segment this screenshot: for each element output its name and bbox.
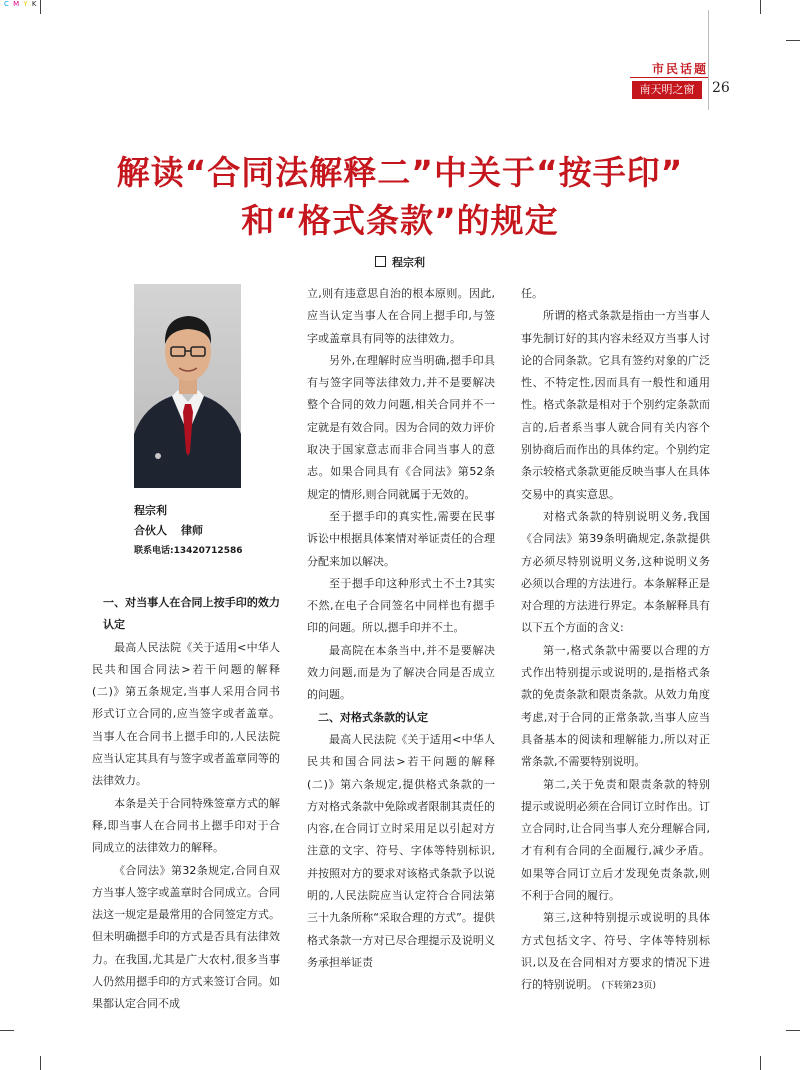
section-rule <box>630 77 708 78</box>
cmyk-marks <box>4 0 38 8</box>
section-heading: 一、对当事人在合同上按手印的效力认定 <box>103 596 280 632</box>
section-label: 市民话题 <box>651 62 708 76</box>
crop-mark <box>40 0 41 14</box>
byline-box-icon <box>375 256 386 267</box>
paragraph: 《合同法》第32条规定,合同自双方当事人签字或盖章时合同成立。合同法这一规定是最常用的合同签定方式。但未明确摁手印的方式是否具有法律效力。在我国,尤其是广大农村,很多当事人仍然用摁手印的方式来签订合同。如果都认定合同不成 <box>92 863 280 1011</box>
crop-mark <box>786 1030 800 1031</box>
crop-mark <box>0 1030 14 1031</box>
paragraph: 最高院在本条当中,并不是要解决效力问题,而是为了解决合同是否成立的问题。 <box>307 643 495 702</box>
paragraph: 最高人民法院《关于适用<中华人民共和国合同法>若干问题的解释(二)》第六条规定,提供格式条款的一方对格式条款中免除或者限制其责任的内容,在合同订立时采用足以引起对方注意的文字、符号、字体等特别标识,并按照对方的要求对该格式条款予以说明的,人民法院应当认定符合合同法第三十九条所称“采取合理的方式”。提供格式条款一方对已尽合理提示及说明义务承担举证责 <box>307 732 495 969</box>
paragraph: 任。 <box>521 287 543 300</box>
article-column-2 <box>307 283 495 974</box>
author-photo <box>134 284 241 488</box>
byline-name: 程宗利 <box>392 256 425 269</box>
paragraph: 第三,这种特别提示或说明的具体方式包括文字、符号、字体等特别标识,以及在合同相对方要求的情况下进行的特别说明。 (下转第23页) <box>521 911 710 992</box>
crop-mark <box>760 1056 761 1070</box>
article-column-1 <box>92 592 280 1016</box>
author-position: 合伙人 <box>134 524 167 537</box>
paragraph: 本条是关于合同特殊签章方式的解释,即当事人在合同书上摁手印对于合同成立的法律效力的解释。 <box>92 796 280 855</box>
paragraph: 至于摁手印这种形式土不土?其实不然,在电子合同签名中同样也有摁手印的问题。所以,摁手印并不土。 <box>307 576 495 635</box>
column-badge: 南天明之窗 <box>632 81 702 99</box>
paragraph: 所谓的格式条款是指由一方当事人事先制订好的其内容未经双方当事人讨论的合同条款。它具有签约对象的广泛性、不特定性,因而具有一般性和通用性。格式条款是相对于个别约定条款而言的,后者系当事人就合同有关内容个别协商后而作出的具体约定。个别约定条示较格式条款更能反映当事人在具体交易中的真实意思。 <box>521 309 710 501</box>
byline <box>0 254 800 270</box>
cmyk-c: C <box>4 0 10 8</box>
article-column-3 <box>521 283 710 998</box>
author-title: 律师 <box>181 524 203 537</box>
paragraph: 最高人民法院《关于适用<中华人民共和国合同法>若干问题的解释(二)》第五条规定,当事人采用合同书形式订立合同的,应当签字或者盖章。当事人在合同书上摁手印的,人民法院应当认定其具有与签字或者盖章同等的法律效力。 <box>92 640 280 788</box>
section-heading: 二、对格式条款的认定 <box>318 710 428 724</box>
author-role <box>134 522 217 538</box>
continued-note: (下转第23页) <box>601 981 656 992</box>
cmyk-m: M <box>13 0 21 8</box>
paragraph: 对格式条款的特别说明义务,我国《合同法》第39条明确规定,条款提供方必须尽特别说明义务,这种说明义务必须以合理的方法进行。本条解释正是对合理的方法进行界定。本条解释具有以下五个方面的含义: <box>521 509 710 635</box>
crop-mark <box>760 0 761 14</box>
author-name: 程宗利 <box>134 504 167 517</box>
cmyk-y: Y <box>23 0 29 8</box>
paragraph: 第一,格式条款中需要以合理的方式作出特别提示或说明的,是指格式条款的免责条款和限责条款。从效力角度考虑,对于合同的正常条款,当事人应当具备基本的阅读和理解能力,所以对正常条款,不需要特别说明。 <box>521 643 710 769</box>
crop-mark <box>786 40 800 41</box>
author-portrait-icon <box>134 284 241 488</box>
paragraph: 至于摁手印的真实性,需要在民事诉讼中根据具体案情对举证责任的合理分配来加以解决。 <box>307 509 495 568</box>
cmyk-k: K <box>31 0 38 8</box>
paragraph: 第二,关于免责和限责条款的特别提示或说明必须在合同订立时作出。订立合同时,让合同当事人充分理解合同,才有利有合同的全面履行,减少矛盾。如果等合同订立后才发现免责条款,则不利于合同的履行。 <box>521 777 710 903</box>
paragraph: 另外,在理解时应当明确,摁手印具有与签字同等法律效力,并不是要解决整个合同的效力问题,相关合同并不一定就是有效合同。因为合同的效力评价取决于国家意志而非合同当事人的意志。如果合同具有《合同法》第52条规定的情形,则合同就属于无效的。 <box>307 353 495 501</box>
paragraph: 立,则有违意思自治的根本原则。因此,应当认定当事人在合同上摁手印,与签字或盖章具有同等的法律效力。 <box>307 287 495 345</box>
page-number: 26 <box>712 80 730 96</box>
article-title-line-2: 和“格式条款”的规定 <box>241 201 559 240</box>
article-title-line-1: 解读“合同法解释二”中关于“按手印” <box>116 153 684 192</box>
crop-mark <box>40 1056 41 1070</box>
author-contact: 联系电话:13420712586 <box>134 546 243 556</box>
header-divider <box>708 10 709 110</box>
